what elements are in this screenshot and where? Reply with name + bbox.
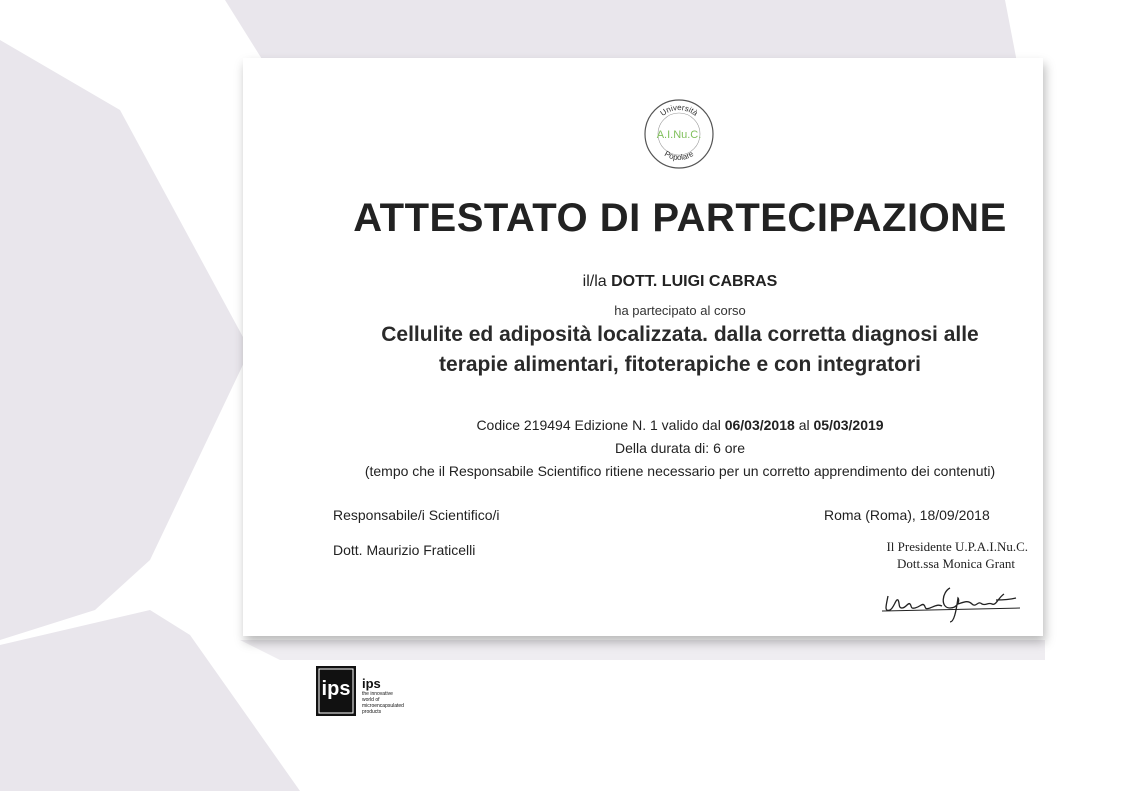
participated-text: ha partecipato al corso (614, 303, 746, 318)
course-title-line-2: terapie alimentari, fitoterapiche e con integratori (439, 353, 921, 376)
place-date: Roma (Roma), 18/09/2018 (824, 507, 990, 523)
responsible-label: Responsabile/i Scientifico/i (333, 507, 500, 523)
ips-tagline-4: products (362, 709, 382, 715)
valid-to-prefix: al (798, 417, 810, 433)
logo-center-text: A.I.Nu.C. (656, 129, 702, 141)
background-shape-bottom-right (240, 640, 1045, 660)
president-signature (880, 578, 1030, 623)
certificate-title: ATTESTATO DI PARTECIPAZIONE (353, 196, 1007, 240)
course-title (300, 320, 1060, 380)
background-shape-left (0, 40, 250, 640)
ips-small-logo-text: ips (362, 676, 381, 691)
recipient-name: DOTT. LUIGI CABRAS (611, 273, 778, 290)
president-name: Dott.ssa Monica Grant (896, 556, 1015, 571)
recipient-prefix: il/la (582, 273, 607, 290)
recipient-line (300, 273, 1060, 291)
time-note: (tempo che il Responsabile Scientifico ritiene necessario per un corretto apprendimento dei contenuti) (364, 463, 996, 479)
president-role: Il Presidente U.P.A.I.Nu.C. (886, 539, 1028, 554)
code-validity-line (300, 417, 1060, 433)
duration-text: Della durata di: 6 ore (615, 440, 745, 456)
course-title-line-1: Cellulite ed adiposità localizzata. dalla corretta diagnosi alle (381, 323, 979, 346)
ips-tagline-3: microencapsulated (362, 703, 404, 709)
ips-tagline-2: world of (362, 697, 380, 703)
code-text: Codice 219494 Edizione N. 1 valido dal (476, 417, 721, 433)
ips-sponsor-logo (316, 666, 426, 718)
ips-tagline-1: the innovative (362, 691, 393, 697)
logo-ring-bottom-text: Popolare (662, 149, 696, 163)
valid-to-date: 05/03/2019 (813, 417, 884, 433)
background-shape-bottom (0, 610, 300, 791)
valid-from-date: 06/03/2018 (724, 417, 795, 433)
logo-ring-top-text: Università (658, 102, 700, 118)
ips-logo-text: ips (321, 678, 351, 700)
responsible-name: Dott. Maurizio Fraticelli (333, 542, 476, 558)
ainuc-logo (643, 98, 715, 170)
